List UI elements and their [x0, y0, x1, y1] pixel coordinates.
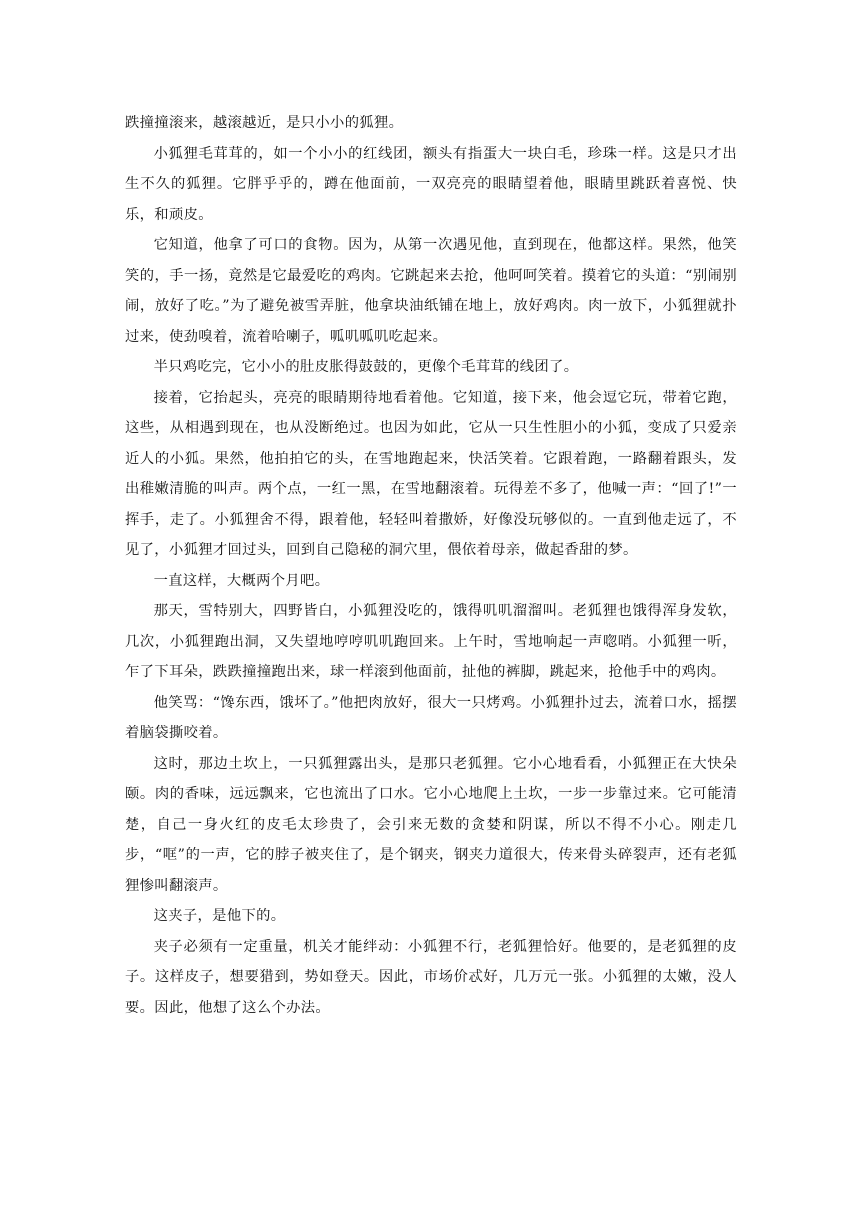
paragraph-2: 小狐狸毛茸茸的，如一个小小的红线团，额头有指蛋大一块白毛，珍珠一样。这是只才出生不久的狐狸。它胖乎乎的，蹲在他面前，一双亮亮的眼睛望着他，眼睛里跳跃着喜悦、快乐，和顽皮。 [125, 145, 737, 223]
paragraph-5: 接着，它抬起头，亮亮的眼睛期待地看着他。它知道，接下来，他会逗它玩，带着它跑，这些，从相遇到现在，也从没断绝过。也因为如此，它从一只生性胆小的小狐，变成了只爱亲近人的小狐。果然，他拍拍它的头，在雪地跑起来，快活笑着。它跟着跑，一路翻着跟头，发出稚嫩清脆的叫声。两个点，一红一黑，在雪地翻滚着。玩得差不多了，他喊一声：“回了!”一挥手，走了。小狐狸舍不得，跟着他，轻轻叫着撒娇，好像没玩够似的。一直到他走远了，不见了，小狐狸才回过头，回到自己隐秘的洞穴里，偎依着母亲，做起香甜的梦。 [125, 389, 737, 558]
paragraph-7: 那天，雪特别大，四野皆白，小狐狸没吃的，饿得叽叽溜溜叫。老狐狸也饿得浑身发软，几次，小狐狸跑出洞，又失望地哼哼叽叽跑回来。上午时，雪地响起一声唿哨。小狐狸一听，乍了下耳朵，跌跌撞撞跑出来，球一样滚到他面前，扯他的裤脚，跳起来，抢他手中的鸡肉。 [125, 603, 737, 680]
story-text [125, 108, 737, 1023]
paragraph-8: 他笑骂：“馋东西，饿坏了。”他把肉放好，很大一只烤鸡。小狐狸扑过去，流着口水，摇摆着脑袋撕咬着。 [125, 694, 737, 741]
paragraph-6: 一直这样，大概两个月吧。 [153, 572, 330, 589]
paragraph-3: 它知道，他拿了可口的食物。因为，从第一次遇见他，直到现在，他都这样。果然，他笑笑的，手一扬，竟然是它最爱吃的鸡肉。它跳起来去抢，他呵呵笑着。摸着它的头道：“别闹别闹，放好了吃。”为了避免被雪弄脏，他拿块油纸铺在地上，放好鸡肉。肉一放下，小狐狸就扑过来，使劲嗅着，流着哈喇子，呱叽呱叽吃起来。 [125, 237, 737, 345]
paragraph-9: 这时，那边土坎上，一只狐狸露出头，是那只老狐狸。它小心地看看，小狐狸正在大快朵颐。肉的香味，远远飘来，它也流出了口水。它小心地爬上土坎，一步一步靠过来。它可能清楚，自己一身火红的皮毛太珍贵了，会引来无数的贪婪和阴谋，所以不得不小心。刚走几步，“哐”的一声，它的脖子被夹住了，是个钢夹，钢夹力道很大，传来骨头碎裂声，还有老狐狸惨叫翻滚声。 [125, 755, 737, 894]
paragraph-10: 这夹子，是他下的。 [153, 908, 286, 924]
paragraph-11: 夹子必须有一定重量，机关才能绊动：小狐狸不行，老狐狸恰好。他要的，是老狐狸的皮子。这样皮子，想要猎到，势如登天。因此，市场价忒好，几万元一张。小狐狸的太嫩，没人要。因此，他想了这么个办法。 [125, 938, 737, 1016]
paragraph-1: 跌撞撞滚来，越滚越近，是只小小的狐狸。 [125, 115, 404, 131]
paragraph-4: 半只鸡吃完，它小小的肚皮胀得鼓鼓的，更像个毛茸茸的线团了。 [153, 359, 579, 375]
